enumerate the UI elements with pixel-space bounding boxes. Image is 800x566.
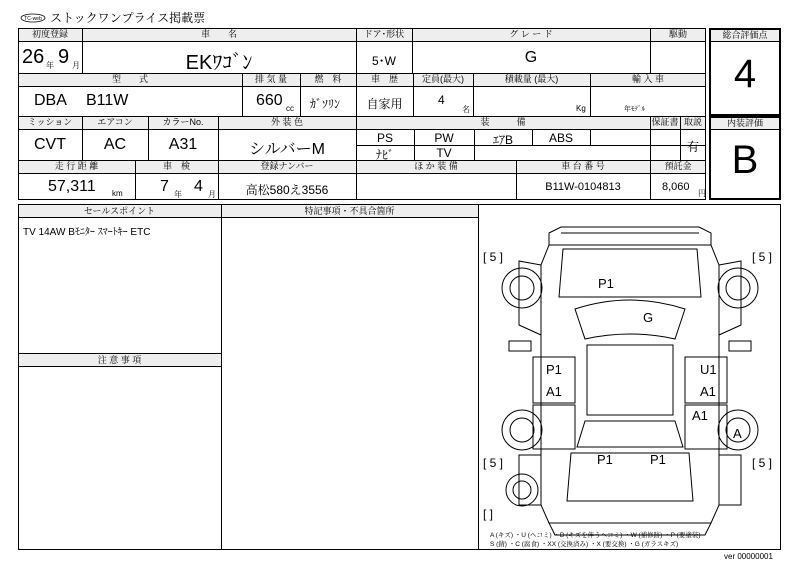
- label-first-reg: 初度登録: [31, 29, 68, 39]
- label-displacement: 排 気 量: [254, 74, 287, 84]
- capacity: 4: [438, 93, 445, 107]
- tire-front-right: [ 5 ]: [752, 250, 773, 264]
- label-capacity: 定員(最大): [422, 74, 464, 84]
- sales-point-text: TV 14AW Bﾓﾆﾀｰ ｽﾏｰﾄｷｰ ETC: [23, 227, 151, 238]
- label-plate: 登録ナンバー: [260, 161, 314, 171]
- car-name: EKﾜｺﾞﾝ: [185, 52, 253, 74]
- interior-score: B: [731, 138, 759, 182]
- import-model-year: 年ﾓﾃﾞﾙ: [624, 106, 645, 113]
- label-warranty: 保証書: [651, 117, 679, 127]
- mark-rear-right: P1: [650, 452, 666, 467]
- chassis-number: B11W-0104813: [545, 181, 621, 193]
- color-no: A31: [168, 136, 198, 153]
- mark-right-rear-wheel: A: [733, 426, 742, 441]
- label-sales-point: セールスポイント: [83, 206, 156, 216]
- label-car-name: 車 名: [200, 29, 237, 39]
- license-plate: 高松580え3556: [245, 183, 329, 197]
- tire-front-left: [ 5 ]: [483, 250, 504, 264]
- insp-year: 7: [160, 178, 169, 195]
- label-other-equipment: ほ か 装 備: [414, 161, 458, 171]
- insp-year-unit: 年: [174, 190, 182, 199]
- label-inspection: 車 検: [162, 161, 190, 171]
- aircon: AC: [103, 136, 127, 153]
- fuel-type: ｶﾞｿﾘﾝ: [310, 97, 341, 111]
- manual-value: 有: [686, 140, 699, 154]
- equip-ps: PS: [376, 131, 393, 145]
- reg-year-unit: 年: [46, 61, 54, 70]
- label-mileage: 走 行 距 離: [54, 161, 99, 171]
- label-interior-score: 内装評価: [726, 118, 763, 128]
- mark-bonnet: P1: [598, 276, 614, 291]
- model-code: B11W: [86, 92, 129, 109]
- equip-airbag: ｴｱB: [492, 133, 513, 147]
- mark-left-door-1: P1: [546, 362, 562, 377]
- tire-rear-left: [ 5 ]: [483, 456, 504, 470]
- equip-navi: ﾅﾋﾞ: [375, 148, 394, 162]
- label-model: 型 式: [111, 74, 148, 84]
- label-overall-score: 総合評価点: [722, 30, 768, 40]
- label-color-no: カラーNo.: [162, 117, 204, 127]
- mark-right-door-2: A1: [700, 384, 716, 399]
- mark-rear-left: P1: [597, 452, 613, 467]
- label-aircon: エアコン: [97, 117, 133, 127]
- logo-text: TC-web: [24, 16, 42, 22]
- label-grade: グ レ ー ド: [509, 29, 553, 39]
- insp-month-unit: 月: [208, 190, 216, 199]
- label-exterior: 外 装 色: [270, 117, 303, 127]
- label-caution: 注 意 事 項: [97, 355, 142, 365]
- label-fuel: 燃 料: [314, 74, 342, 84]
- grade: G: [524, 49, 538, 66]
- label-doors: ドア･形状: [363, 29, 405, 39]
- equip-abs: ABS: [548, 131, 573, 145]
- mission: CVT: [34, 136, 66, 153]
- history-type: 自家用: [366, 97, 403, 111]
- car-damage-diagram: [479, 205, 780, 549]
- label-deposit: 預託金: [664, 161, 692, 171]
- reg-year: 26: [22, 46, 45, 68]
- label-mission: ミッション: [27, 117, 73, 127]
- equip-tv: TV: [436, 146, 452, 160]
- version-label: ver 00000001: [724, 552, 773, 561]
- reg-month: 9: [58, 46, 70, 68]
- deposit-unit: 円: [698, 189, 706, 198]
- label-drive: 駆動: [668, 29, 687, 39]
- mileage: 57,311: [48, 178, 96, 195]
- deposit-amount: 8,060: [662, 181, 690, 193]
- mark-left-door-2: A1: [546, 384, 562, 399]
- displacement-unit: cc: [286, 104, 294, 113]
- door-shape: 5･W: [371, 54, 396, 68]
- capacity-unit: 名: [462, 105, 470, 114]
- reg-month-unit: 月: [72, 61, 80, 70]
- overall-score: 4: [733, 52, 757, 96]
- tire-rear-right: [ 5 ]: [752, 456, 773, 470]
- label-load: 積載量 (最大): [504, 74, 559, 84]
- model-prefix: DBA: [34, 92, 67, 109]
- mark-right-door-1: U1: [700, 362, 717, 377]
- mileage-unit: km: [112, 189, 123, 198]
- insp-month: 4: [194, 178, 203, 195]
- damage-legend-line1: A (キズ) ・U (ヘコミ) ・B (キズを伴うヘコミ) ・W (補修跡) ・P (要塗装): [490, 532, 701, 539]
- brand-logo: [20, 10, 46, 20]
- page-title: ストックワンプライス掲載票: [50, 11, 206, 25]
- damage-legend-line2: S (錆) ・C (腐食) ・XX (交換済み) ・X (要交換) ・G (ガラスキズ): [490, 541, 679, 548]
- label-notes: 特記事項・不具合箇所: [304, 206, 395, 216]
- equip-pw: PW: [434, 131, 454, 145]
- displacement: 660: [256, 92, 283, 109]
- exterior-color: シルバーM: [249, 141, 325, 158]
- label-import: 輸 入 車: [631, 74, 664, 84]
- label-manual: 取説: [683, 117, 702, 127]
- mark-windshield: G: [643, 310, 654, 325]
- label-equipment: 装 備: [480, 117, 526, 127]
- spare-tire: [ ]: [483, 507, 494, 521]
- label-history: 車 歴: [370, 74, 398, 84]
- mark-right-rear-fender: A1: [692, 408, 708, 423]
- label-chassis: 車 台 番 号: [561, 161, 605, 171]
- load-unit: Kg: [576, 104, 586, 113]
